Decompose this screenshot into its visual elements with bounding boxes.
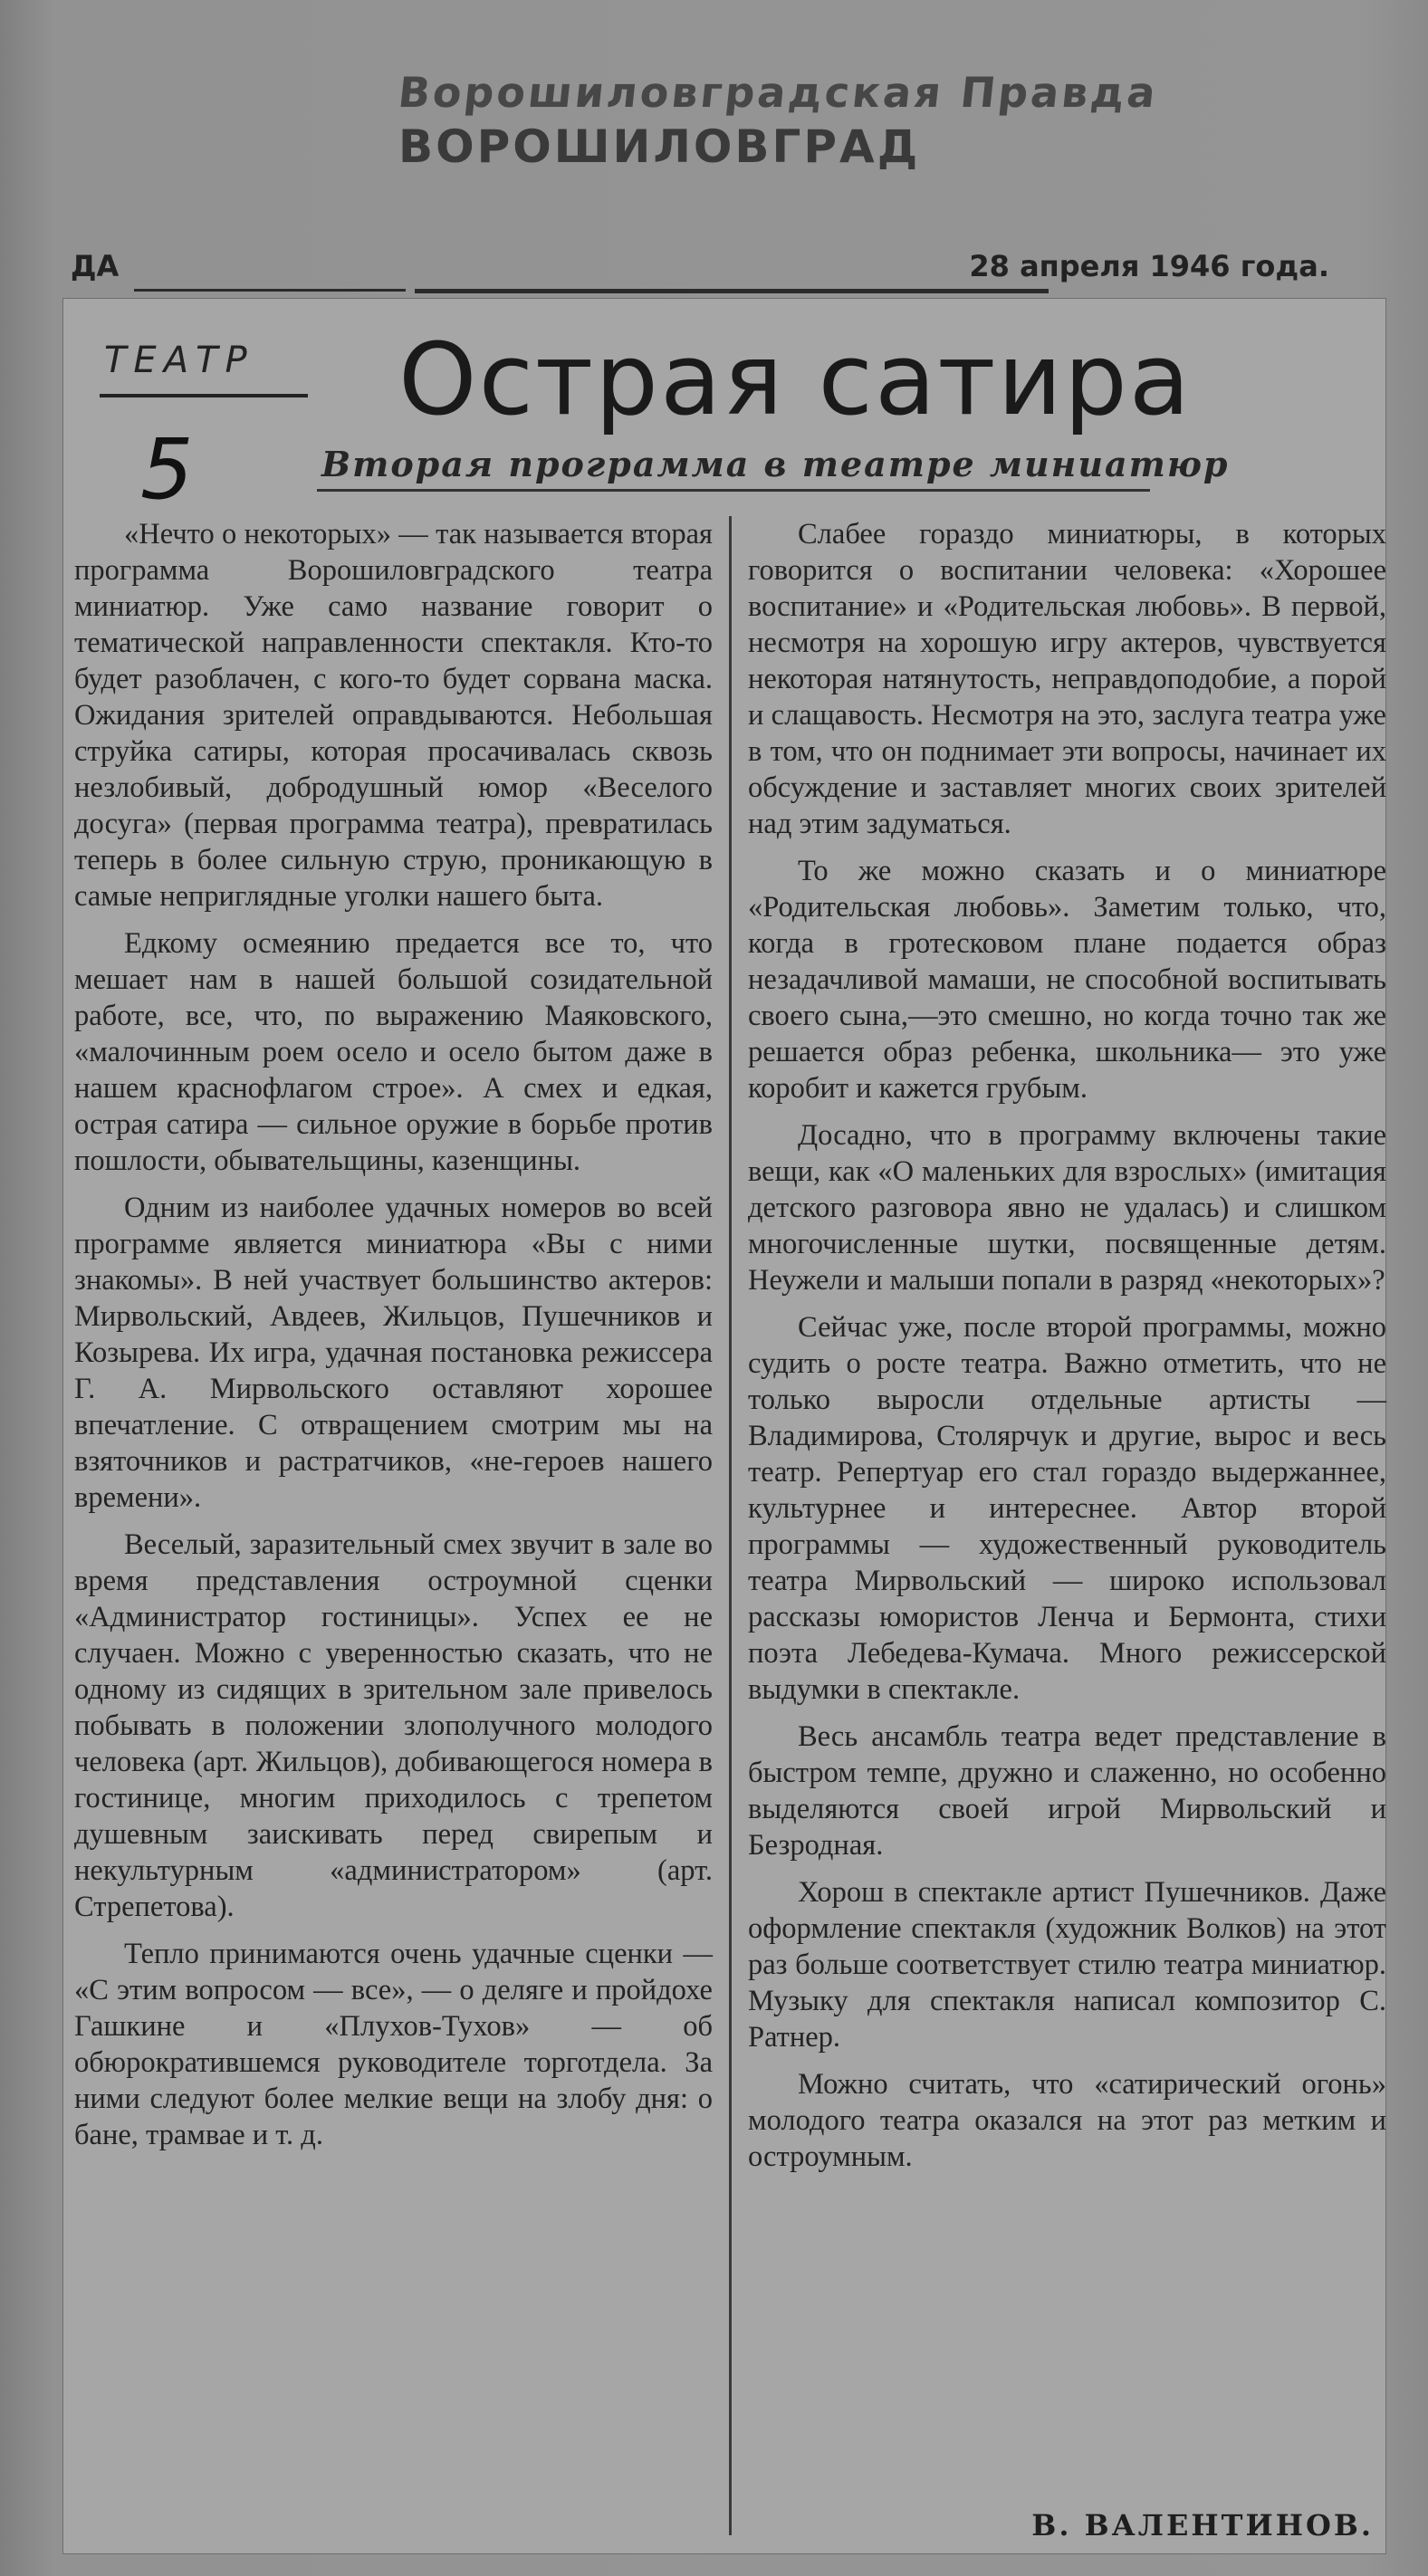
dateline-rule-thick [415, 289, 1049, 293]
newspaper-stamp [398, 68, 1213, 174]
paragraph: То же можно сказать и о миниатюре «Родительская любовь». Заметим только, что, когда в гротесковом плане подается образ незадачливой мамаши, не способной воспитывать своего сына,—это смешно, но когда точно так же решается образ ребенка, школьника— это уже коробит и кажется грубым. [748, 855, 1386, 1105]
paragraph: Веселый, заразительный смех звучит в зале во время представления остроумной сценки «Администратор гостиницы». Успех ее не случаен. Можно с уверенностью сказать, что не одному из сидящих в зрительном зале привелось побывать в положении злополучного молодого человека (арт. Жильцов), добивающегося номера в гостинице, многим приходилось с трепетом душевным заискивать перед свирепым и некультурным «администратором» (арт. Стрепетова). [74, 1528, 713, 1923]
paragraph: Сейчас уже, после второй программы, можно судить о росте театра. Важно отметить, что не только выросли отдельные артисты — Владимирова, Столярчук и другие, вырос и весь театр. Репертуар его стал гораздо выдержаннее, культурнее и интереснее. Автор второй программы — художественный руководитель театра Мирвольский — широко использовал рассказы юмористов Ленча и Бермонта, стихи поэта Лебедева-Кумача. Много режиссерской выдумки в спектакле. [748, 1311, 1386, 1706]
dateline-fragment: ДА [71, 249, 120, 283]
paragraph: Едкому осмеянию предается все то, что мешает нам в нашей большой созидательной работе, все, что, по выражению Маяковского, «малочинным роем осело и осело бытом даже в нашем краснофлагом строе». А смех и едкая, острая сатира — сильное оружие в борьбе против пошлости, обывательщины, казенщины. [74, 927, 713, 1177]
article-subtitle: Вторая программа в театре миниатюр [321, 444, 1230, 484]
paragraph: Одним из наиболее удачных номеров во всей программе является миниатюра «Вы с ними знакомы». В ней участвует большинство актеров: Мирвольский, Авдеев, Жильцов, Пушечников и Козырева. Их игра, удачная постановка режиссера Г. А. Мирвольского оставляют хорошее впечатление. С отвращением смотрим мы на взяточников и растратчиков, «не-героев нашего времени». [74, 1192, 713, 1514]
paragraph: «Нечто о некоторых» — так называется вторая программа Ворошиловградского театра миниатюр. Уже само название говорит о тематической направленности спектакля. Кто-то будет разоблачен, с кого-то будет сорвана маска. Ожидания зрителей оправдываются. Небольшая струйка сатиры, которая просачивалась сквозь незлобивый, добродушный юмор «Веселого досуга» (первая программа театра), превратилась теперь в более сильную струю, проникающую в самые неприглядные уголки нашего быта. [74, 518, 713, 913]
article-headline: Острая сатира [398, 321, 1193, 437]
paragraph: Тепло принимаются очень удачные сценки — «С этим вопросом — все», — о деляге и пройдохе Гашкине и «Плухов-Тухов» — об обюрократившемся руководителе торготдела. За ними следуют более мелкие вещи на злобу дня: о бане, трамвае и т. д. [74, 1938, 713, 2151]
city-name: ВОРОШИЛОВГРАД [398, 120, 921, 174]
paragraph: Хорош в спектакле артист Пушечников. Даже оформление спектакля (художник Волков) на этот раз больше соответствует стилю театра миниатюр. Музыку для спектакля написал композитор С. Ратнер. [748, 1876, 1386, 2054]
author-signature: В. ВАЛЕНТИНОВ. [1031, 2508, 1374, 2542]
left-column [74, 516, 713, 2164]
dateline [71, 249, 1375, 289]
paragraph: Слабее гораздо миниатюры, в которых говорится о воспитании человека: «Хорошее воспитание» и «Родительская любовь». В первой, несмотря на хорошую игру актеров, чувствуется некоторая натянутость, неправдоподобие, а порой и слащавость. Несмотря на это, заслуга театра уже в том, что он поднимает эти вопросы, начинает их обсуждение и заставляет многих своих зрителей над этим задуматься. [748, 518, 1386, 840]
dateline-rule [134, 289, 406, 292]
newspaper-name: Ворошиловградская Правда [396, 68, 1161, 117]
paragraph: Досадно, что в программу включены такие вещи, как «О маленьких для взрослых» (имитация детского разговора явно не удалась) и слишком многочисленные шутки, посвященные детям. Неужели и малыши попали в разряд «некоторых»? [748, 1119, 1386, 1297]
column-divider [729, 516, 732, 2535]
paragraph: Можно считать, что «сатирический огонь» молодого театра оказался на этот раз метким и остроумным. [748, 2068, 1386, 2173]
rubric-label: ТЕАТР [104, 340, 254, 381]
publication-date: 28 апреля 1946 года. [969, 249, 1329, 283]
paragraph: Весь ансамбль театра ведет представление в быстром темпе, дружно и слаженно, но особенно выделяются своей игрой Мирвольский и Безродная. [748, 1720, 1386, 1862]
right-column [748, 516, 1386, 2186]
handwritten-number: 5 [140, 421, 194, 518]
subtitle-underline [317, 489, 1150, 492]
rubric-underline [100, 394, 308, 397]
